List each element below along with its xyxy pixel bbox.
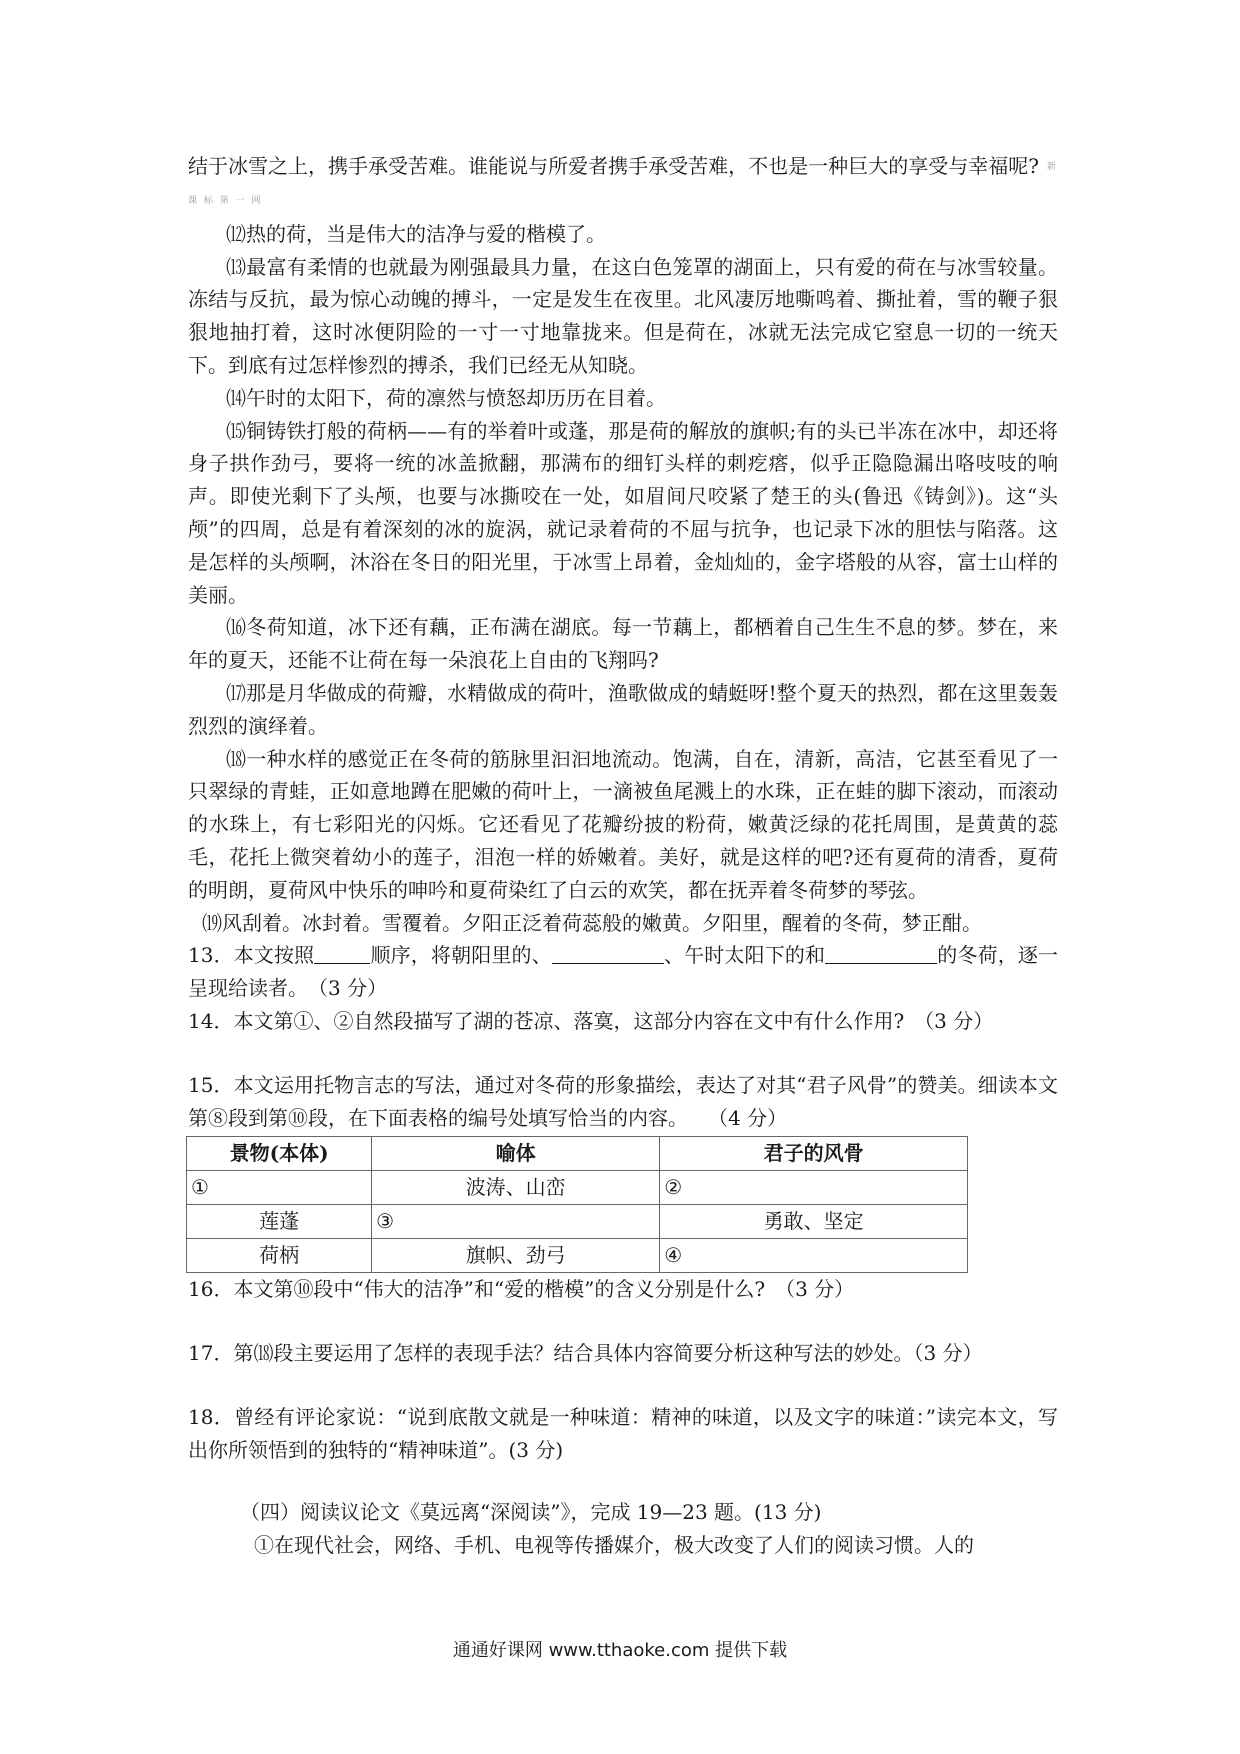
table-cell: 莲蓬 (187, 1205, 372, 1239)
table-cell: 波涛、山峦 (372, 1171, 660, 1205)
paragraph-16: ⒃冬荷知道，冰下还有藕，正布满在湖底。每一节藕上，都栖着自己生生不息的梦。梦在，来年的夏天，还能不让荷在每一朵浪花上自由的飞翔吗? (188, 615, 1058, 673)
answer-space-16 (188, 1306, 1058, 1337)
question-16: 16．本文第⑩段中“伟大的洁净”和“爱的楷模”的含义分别是什么? （3 分） (188, 1277, 855, 1302)
section-4-heading: （四）阅读议论文《莫远离“深阅读”》，完成 19—23 题。(13 分) (240, 1500, 822, 1525)
paragraph-17: ⒄那是月华做成的荷瓣，水精做成的荷叶，渔歌做成的蜻蜓呀!整个夏天的热烈，都在这里轰轰烈烈的演绎着。 (188, 680, 1058, 738)
watermark-text: 新 课 标 第 一 网 (188, 162, 1058, 206)
paragraph-12: ⑿热的荷，当是伟大的洁净与爱的楷模了。 (226, 221, 606, 246)
table-cell: 勇敢、坚定 (660, 1205, 968, 1239)
table-cell[interactable]: ② (660, 1171, 968, 1205)
paragraph-18: ⒅一种水样的感觉正在冬荷的筋脉里汩汩地流动。饱满，自在，清新，高洁，它甚至看见了一只翠绿的青蛙，正如意地蹲在肥嫩的荷叶上，一滴被鱼尾溅上的水珠，正在蛙的脚下滚动，而滚动的水珠上，有七彩阳光的闪烁。它还看见了花瓣纷披的粉荷，嫩黄泛绿的花托周围，是黄黄的蕊毛，花托上微突着幼小的莲子，泪泡一样的娇嫩着。美好，就是这样的吧?还有夏荷的清香，夏荷的明朗，夏荷风中快乐的呻吟和夏荷染红了白云的欢笑，都在抚弄着冬荷梦的琴弦。 (188, 746, 1058, 902)
question-18: 18．曾经有评论家说：“说到底散文就是一种味道：精神的味道，以及文字的味道：”读完本文，写出你所领悟到的独特的“精神味道”。(3 分) (188, 1404, 1058, 1462)
document-body (188, 150, 1058, 1562)
table-cell[interactable]: ③ (372, 1205, 660, 1239)
answer-space-14 (188, 1038, 1058, 1069)
paragraph-19: ⒆风刮着。冰封着。雪覆着。夕阳正泛着荷蕊般的嫩黄。夕阳里，醒着的冬荷，梦正酣。 (202, 910, 982, 935)
section-4-paragraph-1: ①在现代社会，网络、手机、电视等传播媒介，极大改变了人们的阅读习惯。人的 (254, 1533, 974, 1558)
answer-blank-1[interactable] (314, 941, 370, 964)
paragraph-14: ⒁午时的太阳下，荷的凛然与愤怒却历历在目着。 (226, 385, 666, 410)
question-14: 14．本文第①、②自然段描写了湖的苍凉、落寞，这部分内容在文中有什么作用? （3 分） (188, 1008, 994, 1033)
question-17: 17．第⒅段主要运用了怎样的表现手法？结合具体内容简要分析这种写法的妙处。（3 分） (188, 1341, 983, 1366)
table-header: 景物(本体) (187, 1137, 372, 1171)
table-cell[interactable]: ① (187, 1171, 372, 1205)
table-row (187, 1239, 968, 1273)
table-row (187, 1171, 968, 1205)
answer-table (186, 1136, 968, 1273)
answer-space-18 (188, 1466, 1058, 1496)
question-13: 13．本文按照 顺序，将朝阳里的、 、午时太阳下的和 的冬荷，逐一呈现给读者。 （3 分） (188, 943, 1059, 1001)
table-cell: 旗帜、劲弓 (372, 1239, 660, 1273)
table-header: 喻体 (372, 1137, 660, 1171)
table-cell[interactable]: ④ (660, 1239, 968, 1273)
answer-blank-3[interactable] (825, 941, 937, 964)
paragraph-11-end: 结于冰雪之上，携手承受苦难。谁能说与所爱者携手承受苦难，不也是一种巨大的享受与幸福呢? 新 课 标 第 一 网 (188, 154, 1058, 206)
question-15: 15．本文运用托物言志的写法，通过对冬荷的形象描绘，表达了对其“君子风骨”的赞美。细读本文第⑧段到第⑩段，在下面表格的编号处填写恰当的内容。 （4 分） (188, 1072, 1058, 1130)
table-header-row (187, 1137, 968, 1171)
table-header: 君子的风骨 (660, 1137, 968, 1171)
page-footer: 通通好课网 www.tthaoke.com 提供下载 (452, 1640, 788, 1661)
paragraph-15: ⒂铜铸铁打般的荷柄——有的举着叶或蓬，那是荷的解放的旗帜;有的头已半冻在冰中，却还将身子拱作劲弓，要将一统的冰盖掀翻，那满布的细钉头样的刺疙瘩，似乎正隐隐漏出咯吱吱的响声。即使光剩下了头颅，也要与冰撕咬在一处，如眉间尺咬紧了楚王的头(鲁迅《铸剑》)。这“头颅”的四周，总是有着深刻的冰的旋涡，就记录着荷的不屈与抗争，也记录下冰的胆怯与陷落。这是怎样的头颅啊，沐浴在冬日的阳光里，于冰雪上昂着，金灿灿的，金字塔般的从容，富士山样的美丽。 (188, 418, 1058, 607)
table-row (187, 1205, 968, 1239)
paragraph-13: ⒀最富有柔情的也就最为刚强最具力量，在这白色笼罩的湖面上，只有爱的荷在与冰雪较量。冻结与反抗，最为惊心动魄的搏斗，一定是发生在夜里。北风凄厉地嘶鸣着、撕扯着，雪的鞭子狠狠地抽打着，这时冰便阴险的一寸一寸地靠拢来。但是荷在，冰就无法完成它窒息一切的一统天下。到底有过怎样惨烈的搏杀，我们已经无从知晓。 (188, 254, 1058, 377)
table-cell: 荷柄 (187, 1239, 372, 1273)
answer-blank-2[interactable] (552, 941, 664, 964)
answer-space-17 (188, 1370, 1058, 1401)
